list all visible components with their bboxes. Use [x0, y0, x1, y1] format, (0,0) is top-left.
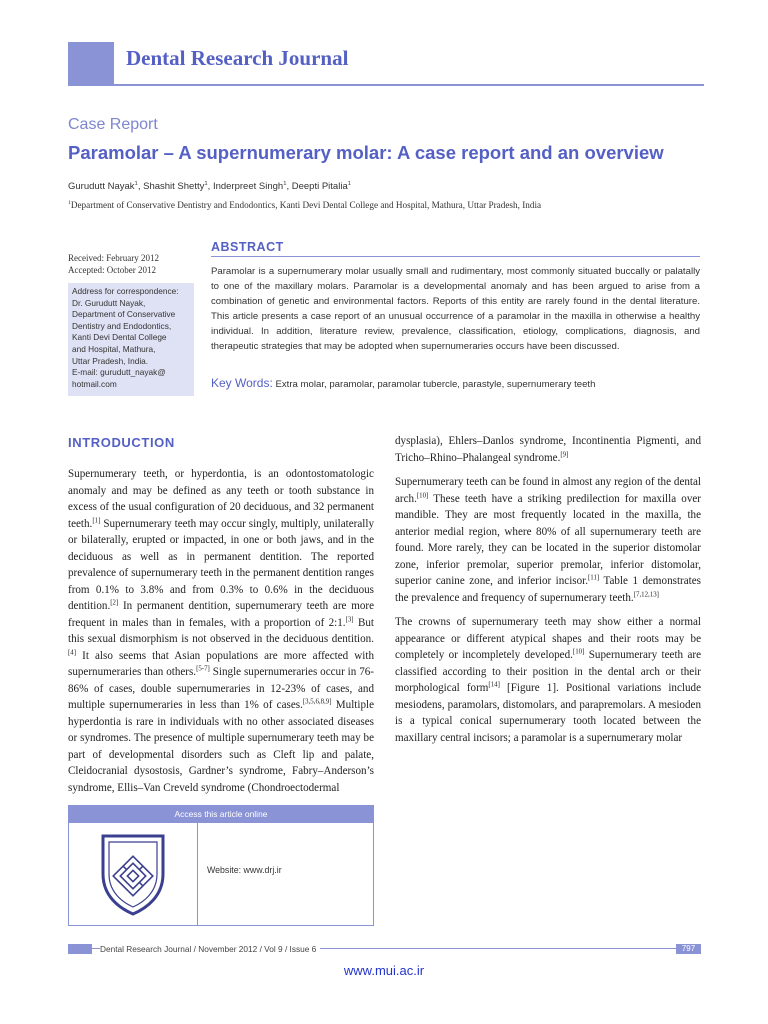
citation-reference: [3] — [345, 615, 354, 623]
header-color-block — [68, 42, 114, 86]
author-affiliation-sup: 1 — [347, 180, 352, 187]
citation-reference: [10] — [572, 648, 585, 656]
page-number: 797 — [676, 944, 701, 954]
footer-color-block — [68, 944, 92, 954]
affiliation-text: Department of Conservative Dentistry and Endodontics, Kanti Devi Dental College and Hospital, Mathura, Uttar Pradesh, India — [70, 200, 542, 210]
author-name: Shashit Shetty — [143, 181, 205, 192]
received-date: Received: February 2012 — [68, 253, 159, 263]
citation-reference: [7,12,13] — [633, 590, 659, 598]
right-text-column — [395, 433, 701, 754]
intro-paragraph-1-continued: dysplasia), Ehlers–Danlos syndrome, Incontinentia Pigmenti, and Tricho–Rhino–Phalangeal syndrome.[9] — [395, 435, 701, 464]
correspondence-line: Dr. Gurudutt Nayak, — [72, 297, 146, 308]
header-rule — [114, 84, 704, 86]
dates-block — [68, 252, 159, 276]
abstract-heading: ABSTRACT — [211, 240, 284, 254]
correspondence-line: Uttar Pradesh, India. — [72, 355, 149, 366]
source-url-link[interactable]: www.mui.ac.ir — [343, 963, 425, 978]
left-text-column — [68, 466, 374, 804]
author-affiliation-sup: 1 — [204, 180, 208, 187]
accepted-date: Accepted: October 2012 — [68, 265, 156, 275]
article-title: Paramolar – A supernumerary molar: A case report and an overview — [68, 142, 664, 163]
citation-reference: [10] — [416, 491, 429, 499]
article-type: Case Report — [68, 116, 158, 133]
affiliation-sup: 1 — [68, 199, 71, 206]
correspondence-line: and Hospital, Mathura, — [72, 343, 156, 354]
journal-website: Website: www.drj.ir — [207, 865, 282, 875]
affiliation — [68, 200, 541, 210]
citation-reference: [2] — [110, 599, 119, 607]
correspondence-box — [68, 283, 194, 396]
correspondence-line: E-mail: gurudutt_nayak@ — [72, 367, 166, 378]
keywords-line — [211, 376, 700, 390]
journal-title: Dental Research Journal — [126, 46, 349, 70]
correspondence-line: Dentistry and Endodontics, — [72, 320, 172, 331]
citation-reference: [14] — [488, 681, 500, 689]
access-box-header: Access this article online — [69, 806, 373, 823]
correspondence-line: Department of Conservative — [72, 309, 176, 320]
author-name: Inderpreet Singh — [212, 181, 284, 192]
correspondence-line: hotmail.com — [72, 378, 117, 389]
author-affiliation-sup: 1 — [283, 180, 287, 187]
citation-reference: [5-7] — [196, 665, 210, 673]
journal-shield-icon — [97, 830, 169, 916]
author-affiliation-sup: 1 — [134, 180, 138, 187]
intro-paragraph-2: Supernumerary teeth can be found in almost any region of the dental arch.[10] These teeth have a striking predilection for maxilla over mandible. They are most frequently located in the maxilla, the anterior medial region, where 80% of all supernumerary teeth are found. More rarely, they can be located in the superior distomolar zone, inferior premolar, superior premolar, inferior distomolar, superior canine zone, and inferior incisor.[11] Table 1 demonstrates the prevalence and frequency of supernumerary teeth.[7,12,13] — [395, 476, 701, 604]
author-list: Gurudutt Nayak$^1$, Shashit Shetty$^1$, Inderpreet Singh$^1$, Deepti Pitalia$^1$ — [68, 180, 352, 192]
citation-reference: [4] — [68, 648, 77, 656]
intro-paragraph-3: The crowns of supernumerary teeth may show either a normal appearance or different atypical shapes and their roots may be completely or incompletely developed.[10] Supernumerary teeth are classified according to their position in the dental arch or their morphological form[14] [Figure 1]. Positional variations include mesiodens, paramolars, distomolars, and parapremolars. A mesioden is a typical conical supernumerary tooth located between the maxillary central incisors; a paramolar is a supernumerary molar — [395, 616, 701, 744]
abstract-rule — [211, 256, 700, 257]
citation-reference: [3,5,6,8,9] — [302, 698, 332, 706]
introduction-heading: INTRODUCTION — [68, 435, 175, 450]
keywords-text: Extra molar, paramolar, paramolar tubercle, parastyle, supernumerary teeth — [275, 379, 596, 390]
access-box-divider — [197, 823, 198, 925]
citation-reference: [9] — [560, 450, 569, 458]
author-name: Deepti Pitalia — [291, 181, 348, 192]
author-name: Gurudutt Nayak — [68, 181, 135, 192]
footer-citation: Dental Research Journal / November 2012 / Vol 9 / Issue 6 — [100, 944, 320, 954]
citation-reference: [1] — [92, 516, 101, 524]
intro-paragraph-1: Supernumerary teeth, or hyperdontia, is an odontostomatologic anomaly and may be defined as any teeth or tooth substance in excess of the usual configuration of 20 deciduous, and 32 permanent teeth.[1] Supernumerary teeth may occur singly, multiply, unilaterally or bilaterally, erupted or impacted, in one or both jaws, and in the deciduous as well as in permanent dentition. The reported prevalence of supernumerary teeth in the permanent dentition ranges from 0.1% to 3.8% and from 0.3% to 0.6% in the deciduous dentition.[2] In permanent dentition, supernumerary teeth are more frequent in males than in females, with a proportion of 2:1.[3] But this sexual dismorphism is not observed in the deciduous dentition.[4] It also seems that Asian populations are more affected with supernumeraries than others.[5-7] Single supernumeraries occur in 76-86% of cases, double supernumeraries in 12-23% of cases, and multiple supernumeraries in less than 1% of cases.[3,5,6,8,9] Multiple hyperdontia is rare in individuals with no other associated diseases or syndromes. The presence of multiple supernumerary teeth may be part of developmental disorders such as Cleft lip and palate, Cleidocranial dysostosis, Gardner’s syndrome, Fabry–Anderson’s syndrome, Ellis–Van Creveld syndrome (Chondroectodermal — [68, 468, 375, 794]
access-online-box — [68, 805, 374, 926]
citation-reference: [11] — [588, 574, 600, 582]
abstract-text: Paramolar is a supernumerary molar usually small and rudimentary, most commonly situated buccally or palatally to one of the maxillary molars. Paramolar is a developmental anomaly and has been argued to arise from a combination of genetic and environmental factors. Reports of this entity are rarely found in the dental literature. This article presents a case report of an unusual occurrence of a paramolar in the maxilla in otherwise a healthy individual. In addition, literature review, prevalence, classification, etiology, complications, diagnosis, and therapeutic strategies that may be adopted when supernumeraries occurs have been discussed. — [211, 266, 700, 352]
correspondence-line: Kanti Devi Dental College — [72, 332, 167, 343]
keywords-label: Key Words: — [211, 376, 273, 390]
correspondence-label: Address for correspondence: — [72, 286, 179, 296]
